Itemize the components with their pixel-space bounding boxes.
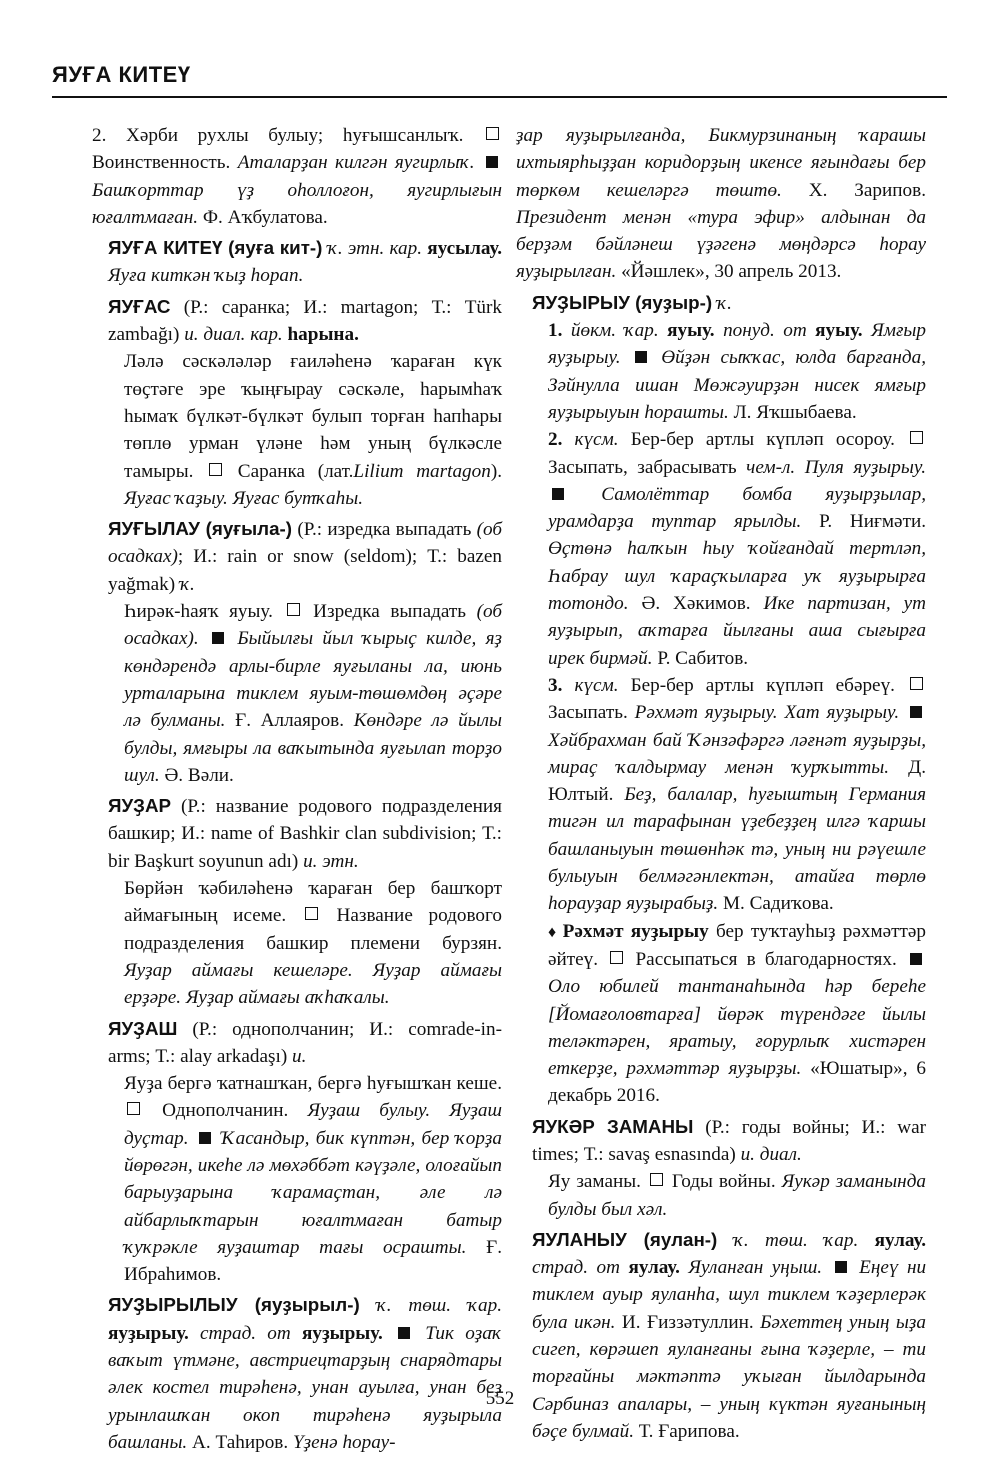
entry-yaulanyu xyxy=(516,1226,926,1445)
cross-reference: яуыу. xyxy=(667,320,715,342)
citation-author: Ә. Вәли. xyxy=(164,764,234,786)
headword: ЯУҘЫРЫУ (яуҙыр-) xyxy=(532,291,713,313)
example: Яукәр заманында булды был хәл. xyxy=(548,1171,926,1220)
idiom: Рәхмәт яуҙырыу xyxy=(562,920,709,942)
citation: Еңеү ни тиклем ауыр яуланһа, шул тиклем ҡәҙерлерәк була икән. xyxy=(532,1257,927,1333)
citation-author: Р. Ниғмәти. xyxy=(819,511,927,533)
example: Яуға киткән ҡыҙ һорап. xyxy=(108,265,304,287)
headword: ЯУҘАШ xyxy=(108,1017,178,1039)
entry-yauzash xyxy=(92,1015,502,1289)
russian-translation: Рассыпаться в благодарностях. xyxy=(635,948,897,970)
headword: ЯУҘАР xyxy=(108,795,172,817)
headword: ЯУҒЫЛАУ (яуғыла-) xyxy=(108,518,293,540)
grammar-label: ҡ. төш. ҡар. xyxy=(376,1295,503,1317)
entry-yauzar xyxy=(92,792,502,1011)
cross-reference: яусылау. xyxy=(427,238,503,260)
russian-translation: Саранка (лат. xyxy=(237,460,354,482)
russian-marker-icon xyxy=(486,127,499,140)
equivalents: (Р.: саранка; И.: martagon; Т.: Türk zambağı) xyxy=(108,296,503,346)
equivalents: (Р.: годы войны; И.: war times; Т.: savaş esnasında) xyxy=(532,1116,927,1165)
citation-author: Ф. Аҡбулатова. xyxy=(202,206,328,228)
russian-translation: Изредка выпадать xyxy=(313,601,467,623)
russian-translation: Воинственность. xyxy=(92,152,231,174)
sense-number: 2. xyxy=(548,429,563,451)
citation-author: Х. Зарипов. xyxy=(808,179,926,201)
headword: ЯУҘЫРЫЛЫУ (яуҙырыл-) xyxy=(108,1294,360,1316)
russian-marker-icon xyxy=(650,1173,663,1186)
russian-marker-icon xyxy=(305,907,318,920)
definition: Бер-бер артлы күпләп осороу. xyxy=(630,429,895,451)
grammar-label: ҡ. xyxy=(716,292,732,314)
citation-author: Л. Яҡшыбаева. xyxy=(733,401,857,423)
citation-author: М. Садиҡова. xyxy=(722,893,834,915)
definition: Һирәк-һаяҡ яуыу. xyxy=(124,601,273,623)
grammar-label: и. диал. xyxy=(740,1143,802,1165)
cross-reference: яуҙырыу. xyxy=(108,1322,189,1344)
citation: Бәхеттең уның ыҙа сигеп, көрәшеп яуланғаны ғына ҡәҙерле, – ти торғайны мәктәптә уҡыған йылдарында Сәрбиназ апалары, – уның күктән яуғанының бәҫе булмай. xyxy=(532,1311,926,1442)
citation-author: Ә. Хәкимов. xyxy=(641,593,751,615)
citation-marker-icon xyxy=(835,1261,847,1273)
grammar-label: страд. от xyxy=(200,1322,291,1344)
citation: Быйылғы йыл ҡырыҫ килде, яҙ көндәрендә арлы-бирле яуғыланы ла, июнь урталарына тиклем яуым-төшөмдөң әҫәре лә булманы. xyxy=(124,628,503,732)
example: Аталарҙан килгән яугирлыҡ. xyxy=(237,152,475,174)
grammar-label: ҡ. этн. кар. xyxy=(327,238,423,260)
citation: Ҡасандыр, бик күптән, бер ҡорҙа йөрөгән, икеһе лә мөхәббәт кәүҙәле, олоғайып барыуҙарына ҡарамаҫтан, әле лә айбарлыҡтарын юғалтмаған батыр ҡуҡрәкле яуҙаштар тағы осрашты. xyxy=(124,1127,503,1258)
citation: Көндәре лә йылы булды, ямғыры ла ваҡытында яуғылап торҙо шул. xyxy=(124,710,503,786)
citation: Самолёттар бомба яуҙырҙылар, урамдарҙа туптар ярылды. xyxy=(548,483,927,533)
citation: ҙар яуҙырылғанда, Бикмурзинаның ҡарашы ихтыярһыҙҙан коридорҙың икенсе яғындағы бер төркөм кешеләргә төштө. xyxy=(516,125,926,201)
page-number: 552 xyxy=(485,1388,515,1409)
citation-marker-icon xyxy=(910,953,922,965)
sense-number: 1. xyxy=(548,320,563,342)
grammar-label: страд. от xyxy=(532,1257,621,1279)
grammar-label: понуд. от xyxy=(723,320,807,342)
grammar-label: йөкм. ҡар. xyxy=(570,320,659,342)
citation-author: Р. Сабитов. xyxy=(657,647,749,669)
entry-yauzyrylyu xyxy=(92,1291,502,1456)
citation-marker-icon xyxy=(910,706,922,718)
grammar-label: и. диал. кар. xyxy=(184,324,283,346)
cross-reference: яулау. xyxy=(628,1257,680,1279)
citation-source: «Юшатыр», 6 декабрь 2016. xyxy=(548,1058,926,1107)
entry-continuation xyxy=(516,122,926,286)
example: Ямғыр яуҙырыу. xyxy=(548,320,927,369)
russian-translation: Однополчанин. xyxy=(162,1100,289,1122)
citation: Башҡорттар үҙ оһоллоғон, яугирлығын юғалтмаған. xyxy=(92,179,502,228)
citation-author: Ғ. Аллаяров. xyxy=(235,710,345,732)
russian-marker-icon xyxy=(910,431,923,444)
citation: Оло юбилей тантанаһында һәр береһе [Йомағоловтарға] йөрәк түрендәге йылы теләктәрен, яратыу, ғорурлыҡ хистәрен еткерҙе, рәхмәттәр яуҙырҙы. xyxy=(548,976,926,1080)
sense-text: 2. Хәрби рухлы булыу; һуғышсанлыҡ. xyxy=(92,125,464,146)
grammar-label: и. этн. xyxy=(303,850,359,872)
russian-translation: Засыпать, забрасывать xyxy=(548,456,737,478)
headword: ЯУКӘР ЗАМАНЫ xyxy=(532,1115,694,1137)
citation-source: «Йәшлек», 30 апрель 2013. xyxy=(621,261,842,283)
cross-reference: яулау. xyxy=(874,1229,927,1251)
right-column xyxy=(516,122,926,1448)
citation-marker-icon xyxy=(552,488,564,500)
citation-author: Т. Ғарипова. xyxy=(638,1420,740,1442)
entry-yaugas xyxy=(92,293,502,512)
citation-author: Д. Юлтый. xyxy=(548,756,926,806)
header-rule xyxy=(52,96,947,98)
grammar-label: и. xyxy=(292,1045,307,1067)
cross-reference: һарына. xyxy=(287,324,359,346)
example: Рәхмәт яуҙырыу. Хат яуҙырыу. xyxy=(634,702,900,724)
headword: ЯУЛАНЫУ (яулан-) xyxy=(532,1228,718,1250)
entry-yauga-kiteu xyxy=(92,234,502,290)
example: Яуланған уңыш. xyxy=(688,1257,823,1279)
punctuation: ). xyxy=(490,460,503,482)
grammar-label: күсм. xyxy=(574,674,619,696)
equivalents-rest: ; И.: rain or snow (seldom); Т.: bazen yağmak) xyxy=(108,546,502,595)
citation-marker-icon xyxy=(398,1327,410,1339)
grammar-label: ҡ. төш. ҡар. xyxy=(733,1229,859,1251)
cross-reference: яуыу. xyxy=(815,320,863,342)
definition: Яуҙа бергә ҡатнашҡан, бергә һуғышҡан кеше. xyxy=(124,1073,502,1095)
entry-yaugylau xyxy=(92,515,502,789)
russian-marker-icon xyxy=(610,951,623,964)
example: Пуля яуҙырыу. xyxy=(804,456,926,478)
citation-author: И. Ғиззәтуллин. xyxy=(621,1311,754,1333)
citation: Хәйбрахман бай Ҡәнзәфәргә ләғнәт яуҙырҙы, мираҫ ҡалдырмау менән ҡурҡытты. xyxy=(548,729,926,778)
equivalents: (Р.: название родового подразделения башкир; И.: name of Bashkir clan subdivision; Т.: bir Başkurt soyunun adı) xyxy=(108,796,502,872)
cross-reference: яуҙырыу. xyxy=(301,1322,383,1344)
russian-marker-icon xyxy=(287,603,300,616)
entry-yaukar-zamany xyxy=(516,1113,926,1223)
equivalents-note: (об осадках) xyxy=(108,519,502,568)
example: Яуҙар аймағы кешеләре. Яуҙар аймағы ерҙәре. Яуҙар аймағы аҡһаҡалы. xyxy=(124,959,502,1009)
entry-yauzyryu xyxy=(516,289,926,1110)
citation-author: Ғ. Ибраһимов. xyxy=(124,1236,502,1286)
grammar-label: күсм. xyxy=(574,429,619,451)
russian-note: чем-л. xyxy=(746,456,796,478)
headword: ЯУҒА КИТЕҮ (яуға кит-) xyxy=(108,237,323,259)
citation-marker-icon xyxy=(212,632,224,644)
citation-marker-icon xyxy=(199,1132,211,1144)
equivalents: (Р.: изредка выпадать xyxy=(297,519,472,541)
citation: Өҫтөнә һалҡын һыу ҡойғандай тертләп, Һабрау шул ҡараҫҡыларға уҡ яуҙырырға тотондо. xyxy=(548,538,926,615)
russian-translation: Название родового подразделения башкир племени бурзян. xyxy=(124,905,503,954)
russian-marker-icon xyxy=(209,463,222,476)
definition: Бөрйән ҡәбиләһенә ҡараған бер башҡорт аймағының исеме. xyxy=(124,878,502,927)
russian-note: (об осадках). xyxy=(124,601,503,650)
latin-name: Lilium martagon xyxy=(353,460,491,482)
headword: ЯУҒАС xyxy=(108,295,171,317)
citation: Өйҙән сыҡҡас, юлда барғанда, Зәйнулла ишан Мөжәуирҙән нисек ямғыр яуҙырыуын һорашты. xyxy=(548,347,927,423)
idiom-definition: бер туҡтауһыҙ рәхмәттәр әйтеү. xyxy=(548,920,927,970)
citation-marker-icon xyxy=(635,351,647,363)
citation: Ике партизан, ут яуҙырып, аҡтарға йылғаны аша сығырға ирек бирмәй. xyxy=(548,593,927,669)
sense-number: 3. xyxy=(548,674,563,696)
citation: Тик оҙаҡ ваҡыт үтмәне, австриецтарҙың снарядтары әлек костел тирәһенә, унан ауылға, унан беҙ урынлашҡан окоп тирәһенә яуҙырыла башланы. xyxy=(108,1322,502,1453)
equivalents: (Р.: однополчанин; И.: comrade-in-arms; Т.: alay arkadaşı) xyxy=(108,1018,502,1067)
russian-translation: Засыпать. xyxy=(548,702,628,724)
idiom-marker-icon: ♦ xyxy=(548,923,559,941)
definition: Яу заманы. xyxy=(548,1171,641,1193)
citation: Үҙенә һорау- xyxy=(292,1431,396,1453)
grammar-label: ҡ. xyxy=(179,573,195,595)
citation-marker-icon xyxy=(486,156,498,168)
russian-marker-icon xyxy=(910,677,923,690)
left-column xyxy=(92,122,502,1459)
example: Яуҙаш булыу. Яуҙаш дуҫтар. xyxy=(124,1100,502,1149)
running-head: ЯУҒА КИТЕҮ xyxy=(52,62,191,87)
russian-translation: Годы войны. xyxy=(671,1171,776,1193)
citation-author: А. Таһиров. xyxy=(192,1431,289,1453)
entry-sense-2 xyxy=(92,122,502,231)
russian-marker-icon xyxy=(127,1102,140,1115)
citation: Беҙ, балалар, һуғыштың Германия тигән ил тарафынан үҙебеҙҙең илгә ҡаршы башланыуын төшөнһәк тә, уның ни рәүешле булыуын белмәгәнлектән, атайға төрлө һорауҙар яуҙырабыҙ. xyxy=(548,784,927,915)
definition: Бер-бер артлы күпләп ебәреү. xyxy=(630,674,895,696)
example: Яуғас ҡаҙыу. Яуғас бутҡаһы. xyxy=(124,487,363,509)
citation: Президент менән «тура эфир» алдынан да берҙәм бәйләнеш үҙәгенә мөңдәрсә һорау яуҙырылған. xyxy=(516,206,926,283)
definition: Ләлә сәскәләләр ғаиләһенә ҡараған күк төҫтәге эре ҡыңғырау сәскәле, һарымһаҡ һымаҡ бүлкәт-бүлкәт булып торған һапһары төплө урман үләне һәм уның бүлкәсле тамыры. xyxy=(124,351,502,482)
